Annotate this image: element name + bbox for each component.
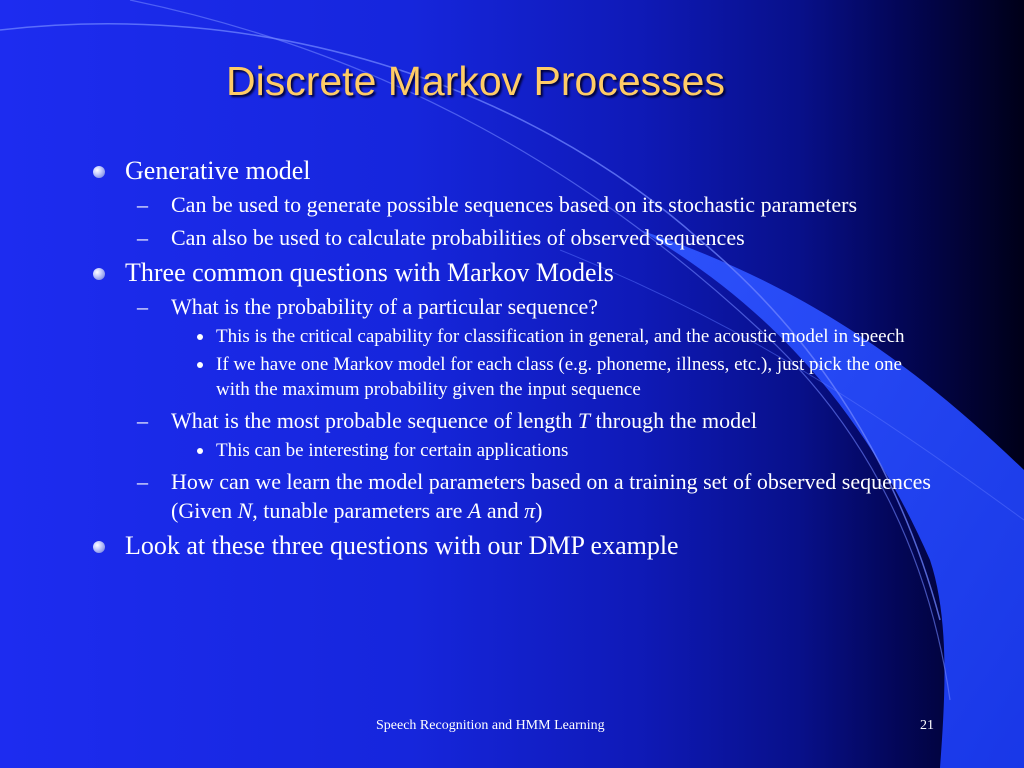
sub-sub-bullet-text: This can be interesting for certain applications (216, 440, 569, 461)
sub-sub-bullet-item (90, 352, 940, 402)
bullet-icon (93, 541, 105, 553)
sub-bullet-item (90, 292, 940, 321)
bullet-text: Three common questions with Markov Models (125, 258, 614, 287)
sub-sub-bullet-item (90, 324, 940, 349)
sub-bullet-text: What is the most probable sequence of length T through the model (171, 408, 757, 433)
dot-bullet-icon (197, 334, 203, 340)
sub-bullet-item (90, 190, 940, 219)
variable-a: A (467, 498, 482, 523)
dash-icon: – (137, 192, 148, 217)
bullet-icon (93, 268, 105, 280)
sub-bullet-text: Can also be used to calculate probabilities of observed sequences (171, 225, 745, 250)
bullet-item (90, 156, 940, 186)
bullet-item (90, 531, 940, 561)
variable-pi: π (524, 498, 536, 523)
bullet-list (90, 156, 940, 561)
sub-bullet-text: What is the probability of a particular sequence? (171, 294, 598, 319)
bullet-icon (93, 166, 105, 178)
sub-bullet-text: Can be used to generate possible sequences based on its stochastic parameters (171, 192, 858, 217)
sub-sub-bullet-text: If we have one Markov model for each class (e.g. phoneme, illness, etc.), just pick the one with the maximum probability given the input sequence (216, 354, 902, 400)
sub-sub-bullet-text: This is the critical capability for classification in general, and the acoustic model in speech (216, 326, 905, 347)
dash-icon: – (137, 225, 148, 250)
dash-icon: – (137, 469, 148, 494)
sub-sub-bullet-item (90, 438, 940, 463)
variable-n: N (237, 498, 253, 523)
dash-icon: – (137, 408, 148, 433)
variable-t: T (577, 408, 591, 433)
slide-content (90, 150, 940, 561)
dot-bullet-icon (197, 362, 203, 368)
sub-bullet-text: How can we learn the model parameters based on a training set of observed sequences (Given N, tunable parameters are A and π) (171, 469, 931, 523)
bullet-text: Look at these three questions with our DMP example (125, 531, 679, 560)
dash-icon: – (137, 294, 148, 319)
footer-text: Speech Recognition and HMM Learning (376, 718, 605, 733)
sub-bullet-item (90, 467, 940, 525)
sub-bullet-item (90, 406, 940, 435)
bullet-text: Generative model (125, 156, 311, 185)
sub-bullet-item (90, 223, 940, 252)
bullet-item (90, 258, 940, 288)
dot-bullet-icon (197, 448, 203, 454)
page-number: 21 (920, 718, 934, 733)
slide-title: Discrete Markov Processes (226, 58, 725, 104)
